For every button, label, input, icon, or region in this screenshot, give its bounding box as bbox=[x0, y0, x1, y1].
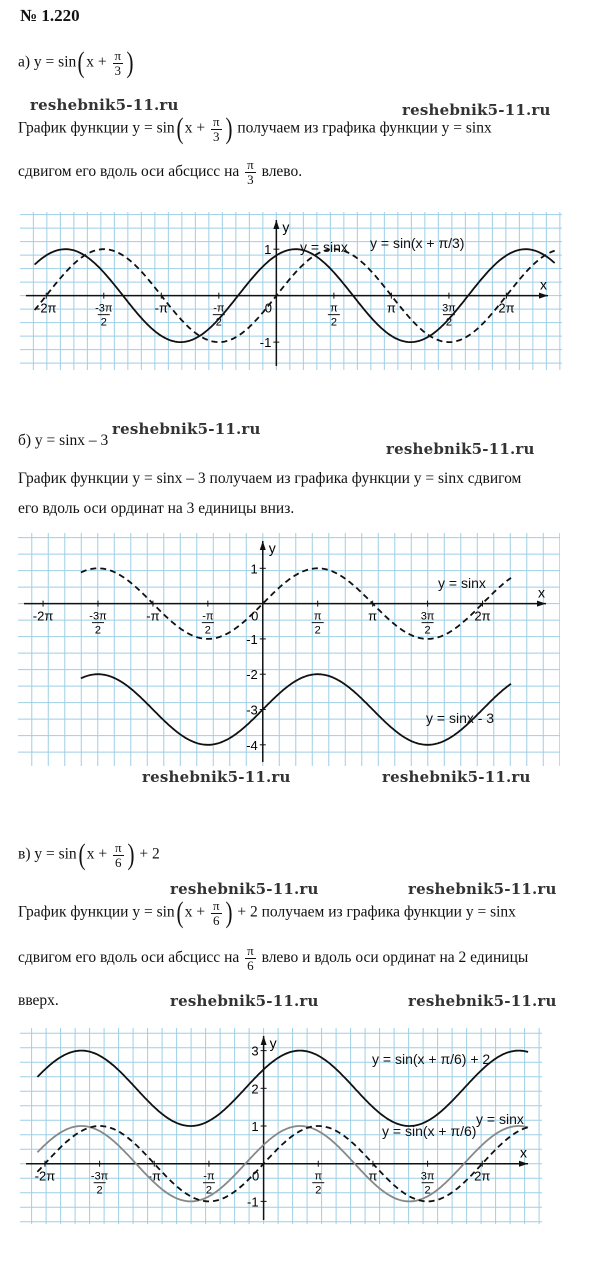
x-tick-label: 2 bbox=[94, 624, 102, 637]
x-tick-label: 2 bbox=[100, 316, 107, 329]
x-tick-label: π bbox=[313, 610, 322, 623]
part-b-line-2: его вдоль оси ординат на 3 единицы вниз. bbox=[18, 500, 295, 517]
x-tick-label: 2π bbox=[474, 1168, 491, 1184]
x-tick-label: 0 bbox=[251, 608, 259, 624]
x-tick-label: π bbox=[314, 1170, 323, 1183]
x-tick-label: -2π bbox=[34, 1168, 56, 1184]
watermark: reshebnik5-11.ru bbox=[170, 880, 319, 898]
problem-number: № 1.220 bbox=[20, 6, 80, 25]
x-tick-label: 2π bbox=[474, 608, 491, 624]
y-axis-arrow bbox=[261, 1036, 267, 1045]
y-axis-label: y bbox=[282, 219, 290, 235]
watermark: reshebnik5-11.ru bbox=[408, 880, 557, 898]
series-label: y = sinx bbox=[300, 239, 348, 255]
x-tick-label: -π bbox=[147, 1168, 161, 1184]
x-tick-label: 2 bbox=[330, 316, 337, 329]
part-a-title-prefix: а) y = sin bbox=[18, 53, 77, 71]
x-tick-label: -π bbox=[203, 1170, 215, 1183]
x-tick-label: 2 bbox=[424, 1184, 431, 1197]
y-axis-label: y bbox=[268, 540, 276, 556]
watermark: reshebnik5-11.ru bbox=[382, 768, 531, 786]
x-tick-label: -π bbox=[202, 610, 214, 623]
x-tick-label: 2 bbox=[96, 1184, 103, 1197]
x-axis-arrow bbox=[519, 1161, 528, 1167]
watermark: reshebnik5-11.ru bbox=[170, 992, 319, 1010]
part-c-line-2: сдвигом его вдоль оси абсцисс на $\frac{\pi}{6}$ влево и вдоль оси ординат на 2 единицы bbox=[18, 943, 529, 973]
x-tick-label: 0 bbox=[264, 300, 272, 316]
x-tick-label: 2π bbox=[498, 300, 515, 316]
y-axis-arrow bbox=[273, 220, 279, 229]
watermark: reshebnik5-11.ru bbox=[142, 768, 291, 786]
x-axis-label: x bbox=[520, 1144, 527, 1161]
series-label: y = sin(x + π/6) + 2 bbox=[372, 1051, 491, 1067]
x-tick-label: π bbox=[368, 1168, 378, 1184]
y-tick-label: 3 bbox=[251, 1043, 259, 1059]
part-c-line-1: График функции y = sin(x + $\frac{\pi}{6}$ ) + 2 получаем из графика функции y = sinx bbox=[18, 896, 516, 929]
part-a-title: а) y = sin(x + $\frac{\pi}{3}$ ) bbox=[18, 46, 134, 79]
fraction-pi-3: $\frac{\pi}{3}$ bbox=[114, 47, 122, 78]
y-tick-label: -1 bbox=[246, 631, 258, 647]
x-tick-label: 0 bbox=[251, 1168, 260, 1184]
part-c-title: в) y = sin(x + $\frac{\pi}{6}$ ) + 2 bbox=[18, 838, 160, 871]
x-axis-label: x bbox=[538, 584, 545, 601]
part-c-line-3: вверх. bbox=[18, 992, 59, 1009]
watermark: reshebnik5-11.ru bbox=[112, 420, 261, 438]
y-tick-label: -1 bbox=[247, 1194, 259, 1210]
y-tick-label: 1 bbox=[250, 561, 258, 577]
x-tick-label: 2 bbox=[445, 316, 452, 329]
x-tick-label: π bbox=[386, 300, 396, 316]
chart-c bbox=[20, 1028, 542, 1224]
x-axis-label: x bbox=[540, 276, 547, 293]
x-tick-label: -2π bbox=[32, 608, 54, 624]
y-tick-label: 2 bbox=[251, 1081, 259, 1097]
x-tick-label: -3π bbox=[89, 610, 107, 623]
series-label: y = sinx bbox=[476, 1111, 524, 1127]
part-a-line-2: сдвигом его вдоль оси абсцисс на $\frac{\pi}{3}$ влево. bbox=[18, 157, 303, 187]
x-tick-label: -3π bbox=[95, 302, 113, 315]
part-a-line-1: График функции y = sin(x + $\frac{\pi}{3}$ ) получаем из графика функции y = sinx bbox=[18, 112, 492, 145]
part-b-line-1: График функции y = sinx – 3 получаем из графика функции y = sinx сдвигом bbox=[18, 470, 522, 487]
x-tick-label: 2 bbox=[205, 1184, 212, 1197]
x-tick-label: π bbox=[368, 608, 378, 624]
y-tick-label: -1 bbox=[259, 335, 272, 351]
y-tick-label: -3 bbox=[246, 702, 258, 718]
part-a-title-arg: x + bbox=[86, 53, 107, 71]
watermark: reshebnik5-11.ru bbox=[402, 101, 551, 119]
x-tick-label: 2 bbox=[314, 624, 321, 637]
y-axis-arrow bbox=[260, 541, 266, 550]
watermark: reshebnik5-11.ru bbox=[386, 440, 535, 458]
series-label: y = sinx - 3 bbox=[426, 710, 495, 726]
x-tick-label: -2π bbox=[35, 300, 57, 316]
y-tick-label: -4 bbox=[246, 737, 258, 753]
series-label: y = sin(x + π/3) bbox=[370, 235, 465, 251]
y-tick-label: 1 bbox=[264, 242, 272, 258]
y-axis-label: y bbox=[269, 1035, 277, 1051]
x-tick-label: 2 bbox=[204, 624, 211, 637]
watermark: reshebnik5-11.ru bbox=[408, 992, 557, 1010]
x-tick-label: 2 bbox=[215, 316, 222, 329]
x-tick-label: 3π bbox=[420, 610, 435, 623]
x-tick-label: 2 bbox=[315, 1184, 322, 1197]
x-tick-label: 3π bbox=[442, 302, 456, 315]
x-tick-label: 3π bbox=[420, 1170, 435, 1183]
x-tick-label: -π bbox=[146, 608, 160, 624]
series-label: y = sinx bbox=[438, 575, 486, 591]
y-tick-label: -2 bbox=[246, 667, 258, 683]
y-tick-label: 1 bbox=[251, 1119, 259, 1134]
x-tick-label: -3π bbox=[90, 1170, 109, 1183]
chart-a bbox=[20, 212, 562, 370]
x-tick-label: 2 bbox=[424, 624, 431, 637]
x-tick-label: π bbox=[330, 302, 338, 315]
x-tick-label: -π bbox=[154, 300, 168, 316]
watermark: reshebnik5-11.ru bbox=[30, 96, 179, 114]
x-tick-label: -π bbox=[213, 302, 225, 315]
part-b-title: б) y = sinx – 3 bbox=[18, 432, 109, 449]
chart-b bbox=[18, 533, 560, 766]
x-axis-arrow bbox=[537, 601, 546, 607]
series-label: y = sin(x + π/6) bbox=[382, 1123, 477, 1139]
